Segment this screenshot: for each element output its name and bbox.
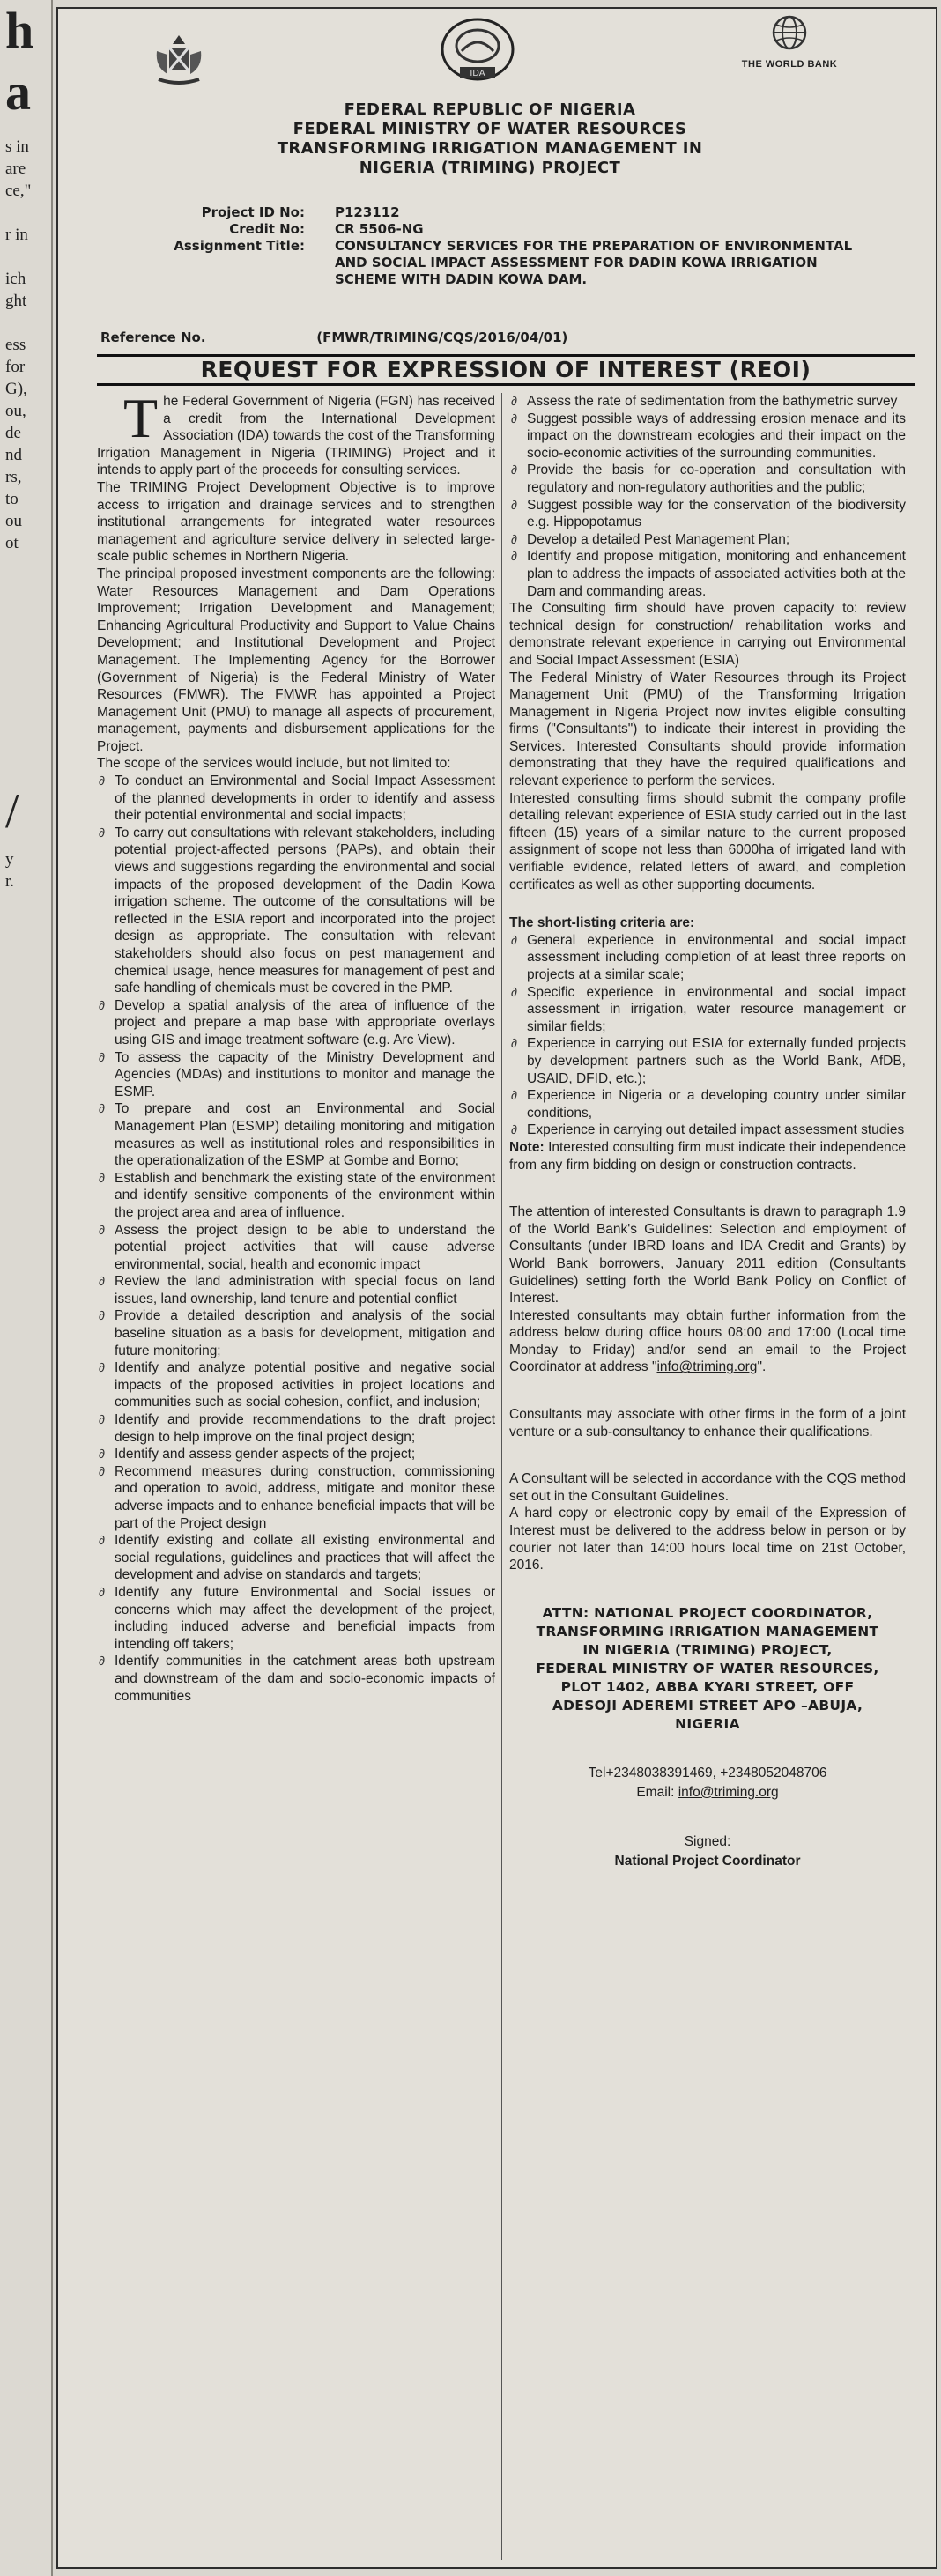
reoi-banner: REQUEST FOR EXPRESSION OF INTEREST (REOI)	[97, 354, 915, 386]
advert-header	[58, 9, 936, 308]
clipping-fragment	[5, 312, 51, 334]
signatory: National Project Coordinator	[614, 1853, 801, 1869]
list-item: ∂ Identify any future Environmental and Social issues or concerns which may affect the development of the project, including induced adverse and beneficial impacts from intending off takers;	[97, 1584, 495, 1653]
clipping-fragment: ou,	[5, 402, 26, 420]
title-line-1: FEDERAL REPUBLIC OF NIGERIA	[344, 100, 636, 119]
list-item: ∂ Specific experience in environmental and social impact assessment in irrigation, water resource management or similar fields;	[509, 984, 906, 1036]
issuer-titles	[173, 100, 807, 178]
clipping-fragment: ce,"	[5, 181, 32, 200]
project-id-label: Project ID No:	[201, 204, 305, 220]
column-divider	[501, 393, 502, 2560]
clipping-slash: /	[5, 784, 19, 839]
clipping-fragment: de	[5, 424, 21, 442]
conflict-paragraph: The attention of interested Consultants is drawn to paragraph 1.9 of the World Bank's Guidelines: Selection and employment of Consultants (under IBRD loans and IDA Credit and Grants) by World Bank borrowers, January 2011 edition (Consultants Guidelines) setting forth the World Bank Policy on Conflict of Interest.	[509, 1204, 906, 1307]
clipping-fragment	[5, 202, 51, 224]
drop-cap: T	[123, 387, 159, 449]
clipping-fragment: are	[5, 159, 26, 178]
clipping-fragment: ou	[5, 512, 22, 530]
clipping-fragment: nd	[5, 446, 22, 464]
attn-line: PLOT 1402, ABBA KYARI STREET, OFF	[560, 1678, 855, 1695]
credit-label: Credit No:	[229, 221, 305, 237]
credit-row	[93, 221, 886, 238]
attn-line: NIGERIA	[675, 1715, 740, 1732]
clipping-fragment: r in	[5, 226, 28, 244]
clipping-tail-2: r.	[5, 872, 15, 891]
list-item: ∂ Experience in carrying out detailed impact assessment studies	[509, 1121, 906, 1139]
left-column	[97, 387, 495, 1705]
objective-paragraph: The TRIMING Project Development Objective is to improve access to irrigation and drainage services and to strengthen institutional arrangements for integrated water resources management and agriculture service delivery in selected large-scale public schemes in Northern Nigeria.	[97, 479, 495, 565]
list-item: ∂ To carry out consultations with relevant stakeholders, including potential project-affected persons (PAPs), and obtain their views and suggestions regarding the environmental and social impacts of the proposed development of the Dadin Kowa irrigation scheme. The outcome of the consultations will be reflected in the ESIA report and incorporated into the project design as appropriate. The consultation with relevant stakeholders should also focus on pest management and chemical usage, hence measures for management of pest and safe handling of chemicals must be covered in the PMP.	[97, 825, 495, 997]
clipping-fragment	[5, 246, 51, 268]
list-item: ∂ To conduct an Environmental and Social Impact Assessment of the planned developments in order to identify and assess their potential environmental and social impacts;	[97, 773, 495, 825]
ida-logo-icon	[437, 16, 518, 88]
info-text-end: ".	[757, 1359, 767, 1375]
scope-paragraph: The scope of the services would include, but not limited to:	[97, 756, 451, 772]
clipping-fragment: rs,	[5, 468, 22, 486]
title-line-2: FEDERAL MINISTRY OF WATER RESOURCES	[293, 120, 687, 138]
reference-value: (FMWR/TRIMING/CQS/2016/04/01)	[316, 329, 568, 345]
list-item: ∂ Experience in carrying out ESIA for externally funded projects by development partners such as the World Bank, AfDB, USAID, DFID, etc.);	[509, 1035, 906, 1087]
list-item: ∂ Identify communities in the catchment areas both upstream and downstream of the dam and socio-economic impacts of communities	[97, 1653, 495, 1705]
list-item: ∂ General experience in environmental and social impact assessment including completion of at least three reports on projects at a similar scale;	[509, 932, 906, 984]
world-bank-globe-icon	[771, 14, 808, 51]
list-item: ∂ Recommend measures during construction, commissioning and operation to avoid, address, mitigate and monitor these adverse impacts and to enhance beneficial impacts that will be part of the Project design	[97, 1463, 495, 1532]
clipping-fragment: ess	[5, 336, 26, 354]
intro-text: he Federal Government of Nigeria (FGN) has received a credit from the International Development Association (IDA) towards the cost of the Transforming Irrigation Management in Nigeria (TRIMING) Project and it intends to apply part of the proceeds for consulting services.	[97, 394, 495, 478]
credit-value: CR 5506-NG	[335, 221, 424, 237]
clipping-fragment: ot	[5, 534, 19, 552]
list-item: ∂ Identify and propose mitigation, monitoring and enhancement plan to address the impacts of associated activities both at the Dam and commanding areas.	[509, 548, 906, 600]
note-paragraph	[509, 1139, 906, 1173]
components-paragraph: The principal proposed investment components are the following: Water Resources Management and Dam Operations Improvement; Irrigation Development and Management; Enhancing Agricultural Productivity and Support to Value Chains Development; and Institutional Development and Project Management. The Implementing Agency for the Borrower (Government of Nigeria) is the Federal Ministry of Water Resources (FMWR). The FMWR has appointed a Project Management Unit (PMU) to manage all aspects of procurement, management, payments and disbursement applications for the Project.	[97, 566, 495, 754]
project-id-row	[93, 204, 886, 221]
signed-label: Signed:	[684, 1833, 731, 1849]
attn-line: FEDERAL MINISTRY OF WATER RESOURCES,	[536, 1660, 879, 1677]
ida-label: IDA	[470, 69, 485, 78]
list-item: ∂ Assess the rate of sedimentation from the bathymetric survey	[509, 393, 906, 411]
assignment-label: Assignment Title:	[174, 238, 305, 254]
submission-paragraph: Interested consulting firms should submit the company profile detailing relevant experience of ESIA study carried out in the last fifteen (15) years of a similar nature to the current proposed assignment of scope not less than 6000ha of irrigated land with verifiable evidence, related letters of award, and completion certificates as well as other supporting documents.	[509, 790, 906, 892]
list-item: ∂ Provide the basis for co-operation and consultation with regulatory and non-regulatory authorities and the public;	[509, 462, 906, 496]
list-item: ∂ Experience in Nigeria or a developing country under similar conditions,	[509, 1087, 906, 1121]
association-paragraph: Consultants may associate with other firms in the form of a joint venture or a sub-consultancy to enhance their qualifications.	[509, 1407, 906, 1440]
world-bank-logo	[728, 14, 851, 85]
note-label: Note:	[509, 1139, 545, 1155]
telephone: Tel+2348038391469, +2348052048706	[588, 1765, 827, 1780]
list-item: ∂ Identify existing and collate all existing environmental and social regulations, guidelines and practices that will affect the development and advise on standards and targets;	[97, 1532, 495, 1584]
project-id-value: P123112	[335, 204, 400, 220]
list-item: ∂ To prepare and cost an Environmental and Social Management Plan (ESMP) detailing monitoring and mitigation measures as well as institutional roles and responsibilities in the operationalization of the ESMP at Gombe and Borno;	[97, 1100, 495, 1169]
attn-line: ADESOJI ADEREMI STREET APO –ABUJA,	[552, 1697, 863, 1714]
email-row	[509, 1783, 906, 1802]
shortlist-heading: The short-listing criteria are:	[509, 915, 695, 931]
assignment-row	[93, 238, 886, 288]
clipping-fragment: ght	[5, 292, 27, 310]
list-item: ∂ Suggest possible way for the conservation of the biodiversity e.g. Hippopotamus	[509, 497, 906, 531]
note-text: Interested consulting firm must indicate their independence from any firm bidding on design or construction contracts.	[509, 1139, 906, 1173]
nigeria-coat-of-arms-icon	[148, 28, 210, 90]
list-item: ∂ Identify and assess gender aspects of the project;	[97, 1446, 495, 1463]
adjacent-column-clipping	[0, 0, 51, 2576]
attention-address	[509, 1604, 906, 1734]
list-item: ∂ Develop a spatial analysis of the area of influence of the project and prepare a map base with appropriate overlays using GIS and image treatment software (e.g. Arc View).	[97, 997, 495, 1049]
clipping-big-letter-1: h	[5, 2, 34, 59]
list-item: ∂ Review the land administration with special focus on land issues, land ownership, land tenure and potential conflict	[97, 1273, 495, 1307]
list-item: ∂ To assess the capacity of the Ministry Development and Agencies (MDAs) and institutions to monitor and manage the ESMP.	[97, 1049, 495, 1101]
right-column	[509, 393, 906, 1871]
email-link[interactable]: info@triming.org	[678, 1784, 779, 1800]
clipping-tail-1: y	[5, 850, 14, 869]
info-email-link[interactable]: info@triming.org	[656, 1359, 758, 1375]
attn-line: ATTN: NATIONAL PROJECT COORDINATOR,	[542, 1604, 873, 1621]
title-line-4: NIGERIA (TRIMING) PROJECT	[359, 159, 621, 177]
scope-list	[97, 773, 495, 1705]
project-meta	[93, 204, 886, 288]
selection-paragraph: A Consultant will be selected in accordance with the CQS method set out in the Consultant Guidelines.	[509, 1471, 906, 1504]
clipping-fragment: G),	[5, 380, 27, 398]
scope-list-continued	[509, 393, 906, 600]
assignment-value: CONSULTANCY SERVICES FOR THE PREPARATION OF ENVIRONMENTAL AND SOCIAL IMPACT ASSESSMENT FOR DADIN KOWA IRRIGATION SCHEME WITH DADIN KOWA DAM.	[335, 238, 853, 287]
clipping-fragment: ich	[5, 270, 26, 288]
clipping-fragment: to	[5, 490, 19, 508]
clipping-fragment: for	[5, 358, 26, 376]
info-text: Interested consultants may obtain further information from the address below during office hours 08:00 and 17:00 (Local time Monday to Friday) and/or send an email to the Project Coordinator at address "	[509, 1307, 906, 1375]
list-item: ∂ Assess the project design to be able to understand the potential project activities that will cause adverse environmental, social, health and economic impact	[97, 1222, 495, 1274]
attn-line: IN NIGERIA (TRIMING) PROJECT,	[582, 1641, 833, 1658]
clipping-fragment: s in	[5, 137, 29, 156]
shortlist-criteria	[509, 932, 906, 1139]
invitation-paragraph: The Federal Ministry of Water Resources through its Project Management Unit (PMU) of the Transforming Irrigation Management in Nigeria Project now invites eligible consulting firms ("Consultants") to indicate their interest in providing the Services. Interested Consultants should provide information demonstrating that they have the required qualifications and relevant experience to perform the services.	[509, 670, 906, 789]
contact-block	[509, 1764, 906, 1871]
clipping-big-letter-2: a	[5, 63, 31, 121]
title-line-3: TRANSFORMING IRRIGATION MANAGEMENT IN	[277, 139, 703, 158]
attn-line: TRANSFORMING IRRIGATION MANAGEMENT	[536, 1623, 879, 1640]
reference-row	[100, 329, 567, 345]
list-item: ∂ Provide a detailed description and analysis of the social baseline situation as a basis for development, mitigation and future monitoring;	[97, 1307, 495, 1359]
intro-paragraph	[97, 387, 495, 479]
list-item: ∂ Suggest possible ways of addressing erosion menace and its impact on the downstream ecologies and their impact on the socio-economic activities of the surrounding communities.	[509, 411, 906, 463]
list-item: ∂ Identify and analyze potential positive and negative social impacts of the proposed activities in project locations and communities such as social cohesion, conflict, and inclusion;	[97, 1359, 495, 1411]
delivery-paragraph: A hard copy or electronic copy by email of the Expression of Interest must be delivered to the address below in person or by courier not later than 14:00 hours local time on 21st October, 2016.	[509, 1506, 906, 1573]
clipping-fragments	[0, 136, 51, 554]
column-rule	[51, 0, 53, 2576]
list-item: ∂ Develop a detailed Pest Management Plan;	[509, 531, 906, 549]
world-bank-name: THE WORLD BANK	[741, 59, 838, 70]
reoi-advert	[56, 7, 937, 2569]
email-label: Email:	[636, 1784, 678, 1800]
info-paragraph	[509, 1307, 906, 1376]
reference-label: Reference No.	[100, 329, 206, 345]
list-item: ∂ Identify and provide recommendations to the draft project design to help improve on the final project design;	[97, 1411, 495, 1446]
capacity-paragraph: The Consulting firm should have proven capacity to: review technical design for construction/ rehabilitation works and demonstrate relevant experience in carrying out Environmental and Social Impact Assessment (ESIA)	[509, 601, 906, 668]
list-item: ∂ Establish and benchmark the existing state of the environment and identify sensitive components of the environment within the project area and area of influence.	[97, 1170, 495, 1222]
